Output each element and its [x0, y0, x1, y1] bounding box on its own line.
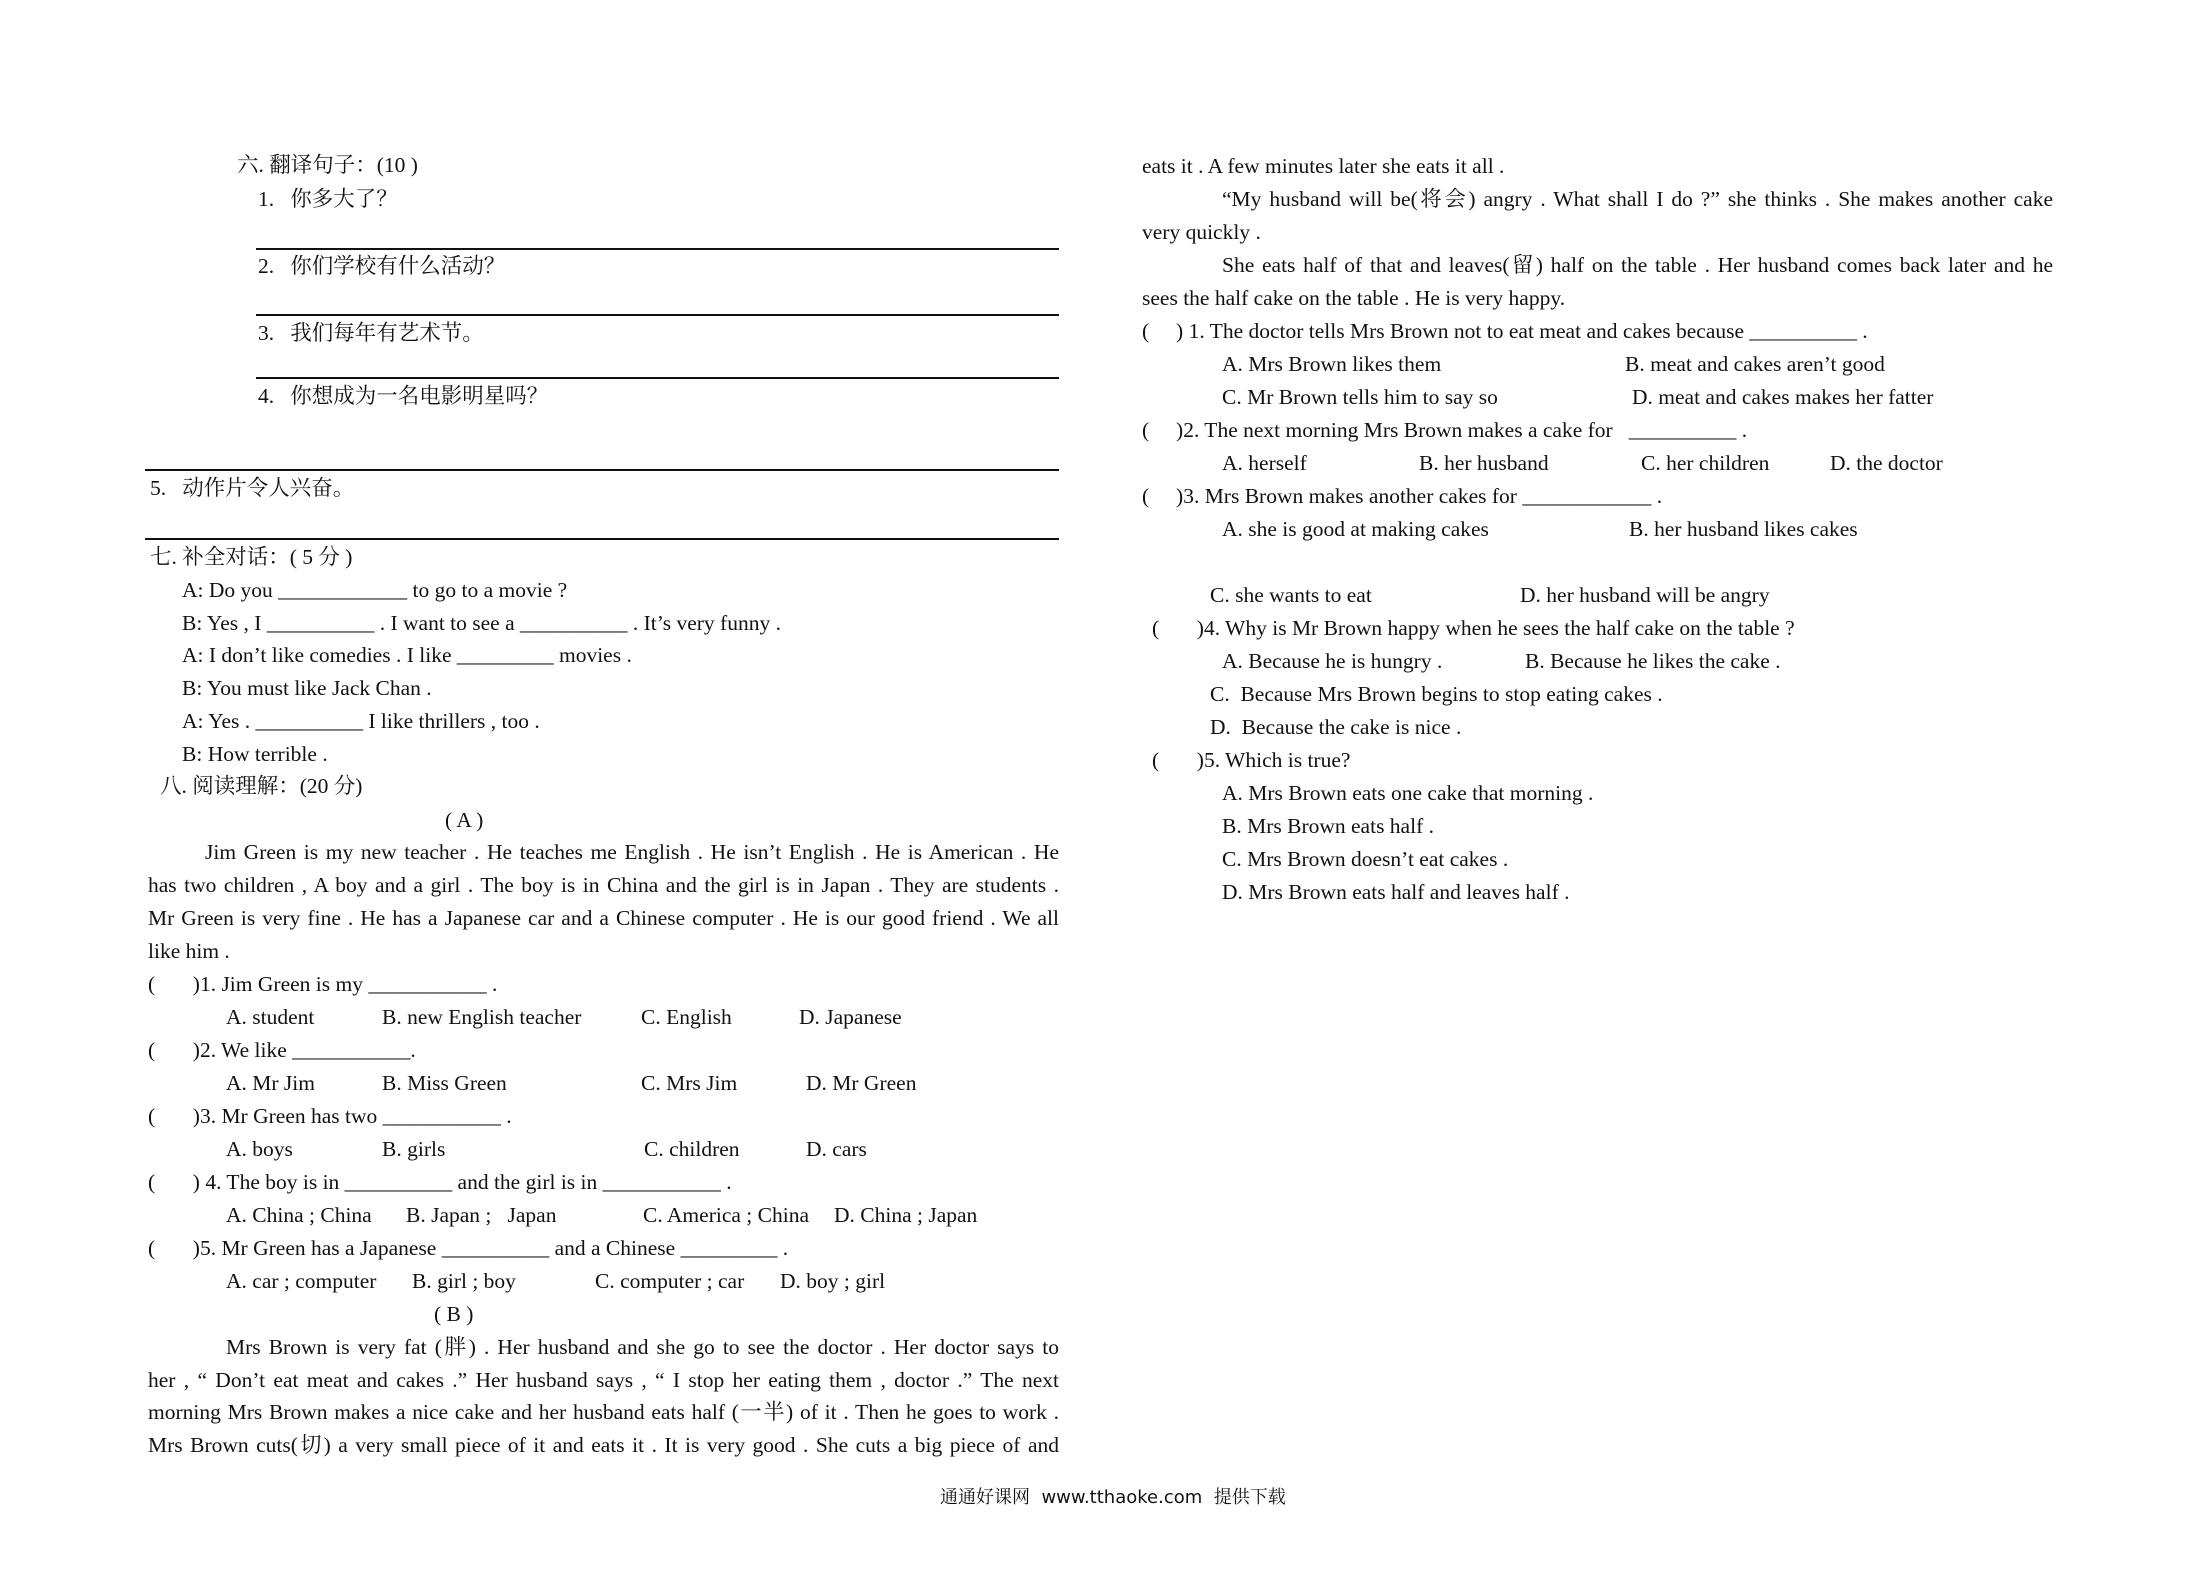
option: C. English [641, 1005, 732, 1029]
translate-item-4: 4. 你想成为一名电影明星吗？ [258, 384, 549, 408]
passage-a-line: has two children , A boy and a girl . The boy is in China and the girl is in Japan . They are students . [148, 873, 1059, 897]
option: D. the doctor [1830, 451, 1943, 475]
option: A. Because he is hungry . [1222, 649, 1443, 673]
option: C. Mr Brown tells him to say so [1222, 385, 1498, 409]
answer-line-1 [256, 248, 1059, 250]
answer-line-4 [145, 469, 1059, 471]
question-b4: ( )4. Why is Mr Brown happy when he sees the half cake on the table ? [1152, 616, 1795, 640]
option: A. Mrs Brown likes them [1222, 352, 1442, 376]
dialog-line: B: How terrible . [182, 742, 328, 766]
translate-item-1: 1. 你多大了？ [258, 187, 398, 211]
translate-item-5: 5. 动作片令人兴奋。 [150, 476, 355, 500]
option: B. her husband likes cakes [1629, 517, 1858, 541]
option: A. she is good at making cakes [1222, 517, 1489, 541]
option: C. Mrs Brown doesn’t eat cakes . [1222, 847, 1509, 871]
option: C. she wants to eat [1210, 583, 1372, 607]
translate-item-3: 3. 我们每年有艺术节。 [258, 321, 484, 345]
option: B. Because he likes the cake . [1525, 649, 1781, 673]
question-a4: ( ) 4. The boy is in __________ and the girl is in ___________ . [148, 1170, 732, 1194]
section-6-title: 六. 翻译句子：(10 ) [237, 153, 418, 177]
option: B. Miss Green [382, 1071, 507, 1095]
passage-b-cont-line: She eats half of that and leaves(留) half on the table . Her husband comes back later and he [1222, 253, 2053, 277]
option: C. her children [1641, 451, 1770, 475]
passage-b-line: her , “ Don’t eat meat and cakes .” Her husband says , “ I stop her eating them , doctor .” The next [148, 1368, 1059, 1392]
translate-item-2: 2. 你们学校有什么活动？ [258, 254, 506, 278]
option: C. children [644, 1137, 740, 1161]
option: A. boys [226, 1137, 293, 1161]
option: B. girl ; boy [412, 1269, 516, 1293]
option: A. Mr Jim [226, 1071, 315, 1095]
section-8-title: 八. 阅读理解：(20 分) [160, 774, 363, 798]
option: D. boy ; girl [780, 1269, 886, 1293]
option: A. herself [1222, 451, 1307, 475]
option: C. Because Mrs Brown begins to stop eating cakes . [1210, 682, 1663, 706]
option: B. her husband [1419, 451, 1549, 475]
passage-b-line: Mrs Brown cuts(切) a very small piece of it and eats it . It is very good . She cuts a big piece of and [148, 1433, 1059, 1457]
passage-b-cont-line: “My husband will be(将会) angry . What shall I do ?” she thinks . She makes another cake [1222, 187, 2053, 211]
question-b2: ( )2. The next morning Mrs Brown makes a cake for __________ . [1142, 418, 1748, 442]
question-a3: ( )3. Mr Green has two ___________ . [148, 1104, 512, 1128]
option: D. Japanese [799, 1005, 902, 1029]
question-b1: ( ) 1. The doctor tells Mrs Brown not to eat meat and cakes because __________ . [1142, 319, 1868, 343]
option: D. Mrs Brown eats half and leaves half . [1222, 880, 1570, 904]
option: C. computer ; car [595, 1269, 745, 1293]
option: D. China ; Japan [834, 1203, 978, 1227]
dialog-line: A: Do you ____________ to go to a movie ? [182, 578, 568, 602]
passage-b-cont-line: very quickly . [1142, 220, 1261, 244]
option: D. meat and cakes makes her fatter [1632, 385, 1934, 409]
passage-b-cont-line: sees the half cake on the table . He is very happy. [1142, 286, 1566, 310]
dialog-line: B: You must like Jack Chan . [182, 676, 432, 700]
option: D. Mr Green [806, 1071, 917, 1095]
option: D. cars [806, 1137, 867, 1161]
answer-line-2 [256, 314, 1059, 316]
question-a1: ( )1. Jim Green is my ___________ . [148, 972, 498, 996]
passage-b-line: Mrs Brown is very fat (胖) . Her husband and she go to see the doctor . Her doctor says to [226, 1335, 1059, 1359]
answer-line-5 [145, 538, 1059, 540]
passage-a-line: Jim Green is my new teacher . He teaches me English . He isn’t English . He is American . He [205, 840, 1059, 864]
question-b5: ( )5. Which is true? [1152, 748, 1351, 772]
option: C. America ; China [643, 1203, 809, 1227]
passage-a-line: Mr Green is very fine . He has a Japanese car and a Chinese computer . He is our good friend . We all [148, 906, 1059, 930]
section-7-title: 七. 补全对话：( 5 分 ) [150, 545, 353, 569]
question-a5: ( )5. Mr Green has a Japanese __________ and a Chinese _________ . [148, 1236, 789, 1260]
option: D. her husband will be angry [1520, 583, 1770, 607]
footer-text: 通通好课网 www.tthaoke.com 提供下载 [940, 1487, 1286, 1508]
option: C. Mrs Jim [641, 1071, 738, 1095]
dialog-line: B: Yes , I __________ . I want to see a __________ . It’s very funny . [182, 611, 781, 635]
option: D. Because the cake is nice . [1210, 715, 1462, 739]
option: A. student [226, 1005, 315, 1029]
option: B. meat and cakes aren’t good [1625, 352, 1885, 376]
passage-a-label: ( A ) [445, 808, 484, 832]
option: A. Mrs Brown eats one cake that morning . [1222, 781, 1594, 805]
passage-a-line: like him . [148, 939, 230, 963]
answer-line-3 [256, 377, 1059, 379]
option: B. new English teacher [382, 1005, 582, 1029]
question-b3: ( )3. Mrs Brown makes another cakes for ____________ . [1142, 484, 1663, 508]
option: B. Mrs Brown eats half . [1222, 814, 1434, 838]
option: A. car ; computer [226, 1269, 377, 1293]
option: A. China ; China [226, 1203, 372, 1227]
question-a2: ( )2. We like ___________. [148, 1038, 416, 1062]
option: B. girls [382, 1137, 446, 1161]
dialog-line: A: Yes . __________ I like thrillers , too . [182, 709, 540, 733]
passage-b-line: morning Mrs Brown makes a nice cake and her husband eats half (一半) of it . Then he goes to work . [148, 1400, 1059, 1424]
dialog-line: A: I don’t like comedies . I like _________ movies . [182, 643, 632, 667]
passage-b-cont-line: eats it . A few minutes later she eats it all . [1142, 154, 1505, 178]
passage-b-label: ( B ) [434, 1302, 474, 1326]
option: B. Japan ; Japan [406, 1203, 557, 1227]
